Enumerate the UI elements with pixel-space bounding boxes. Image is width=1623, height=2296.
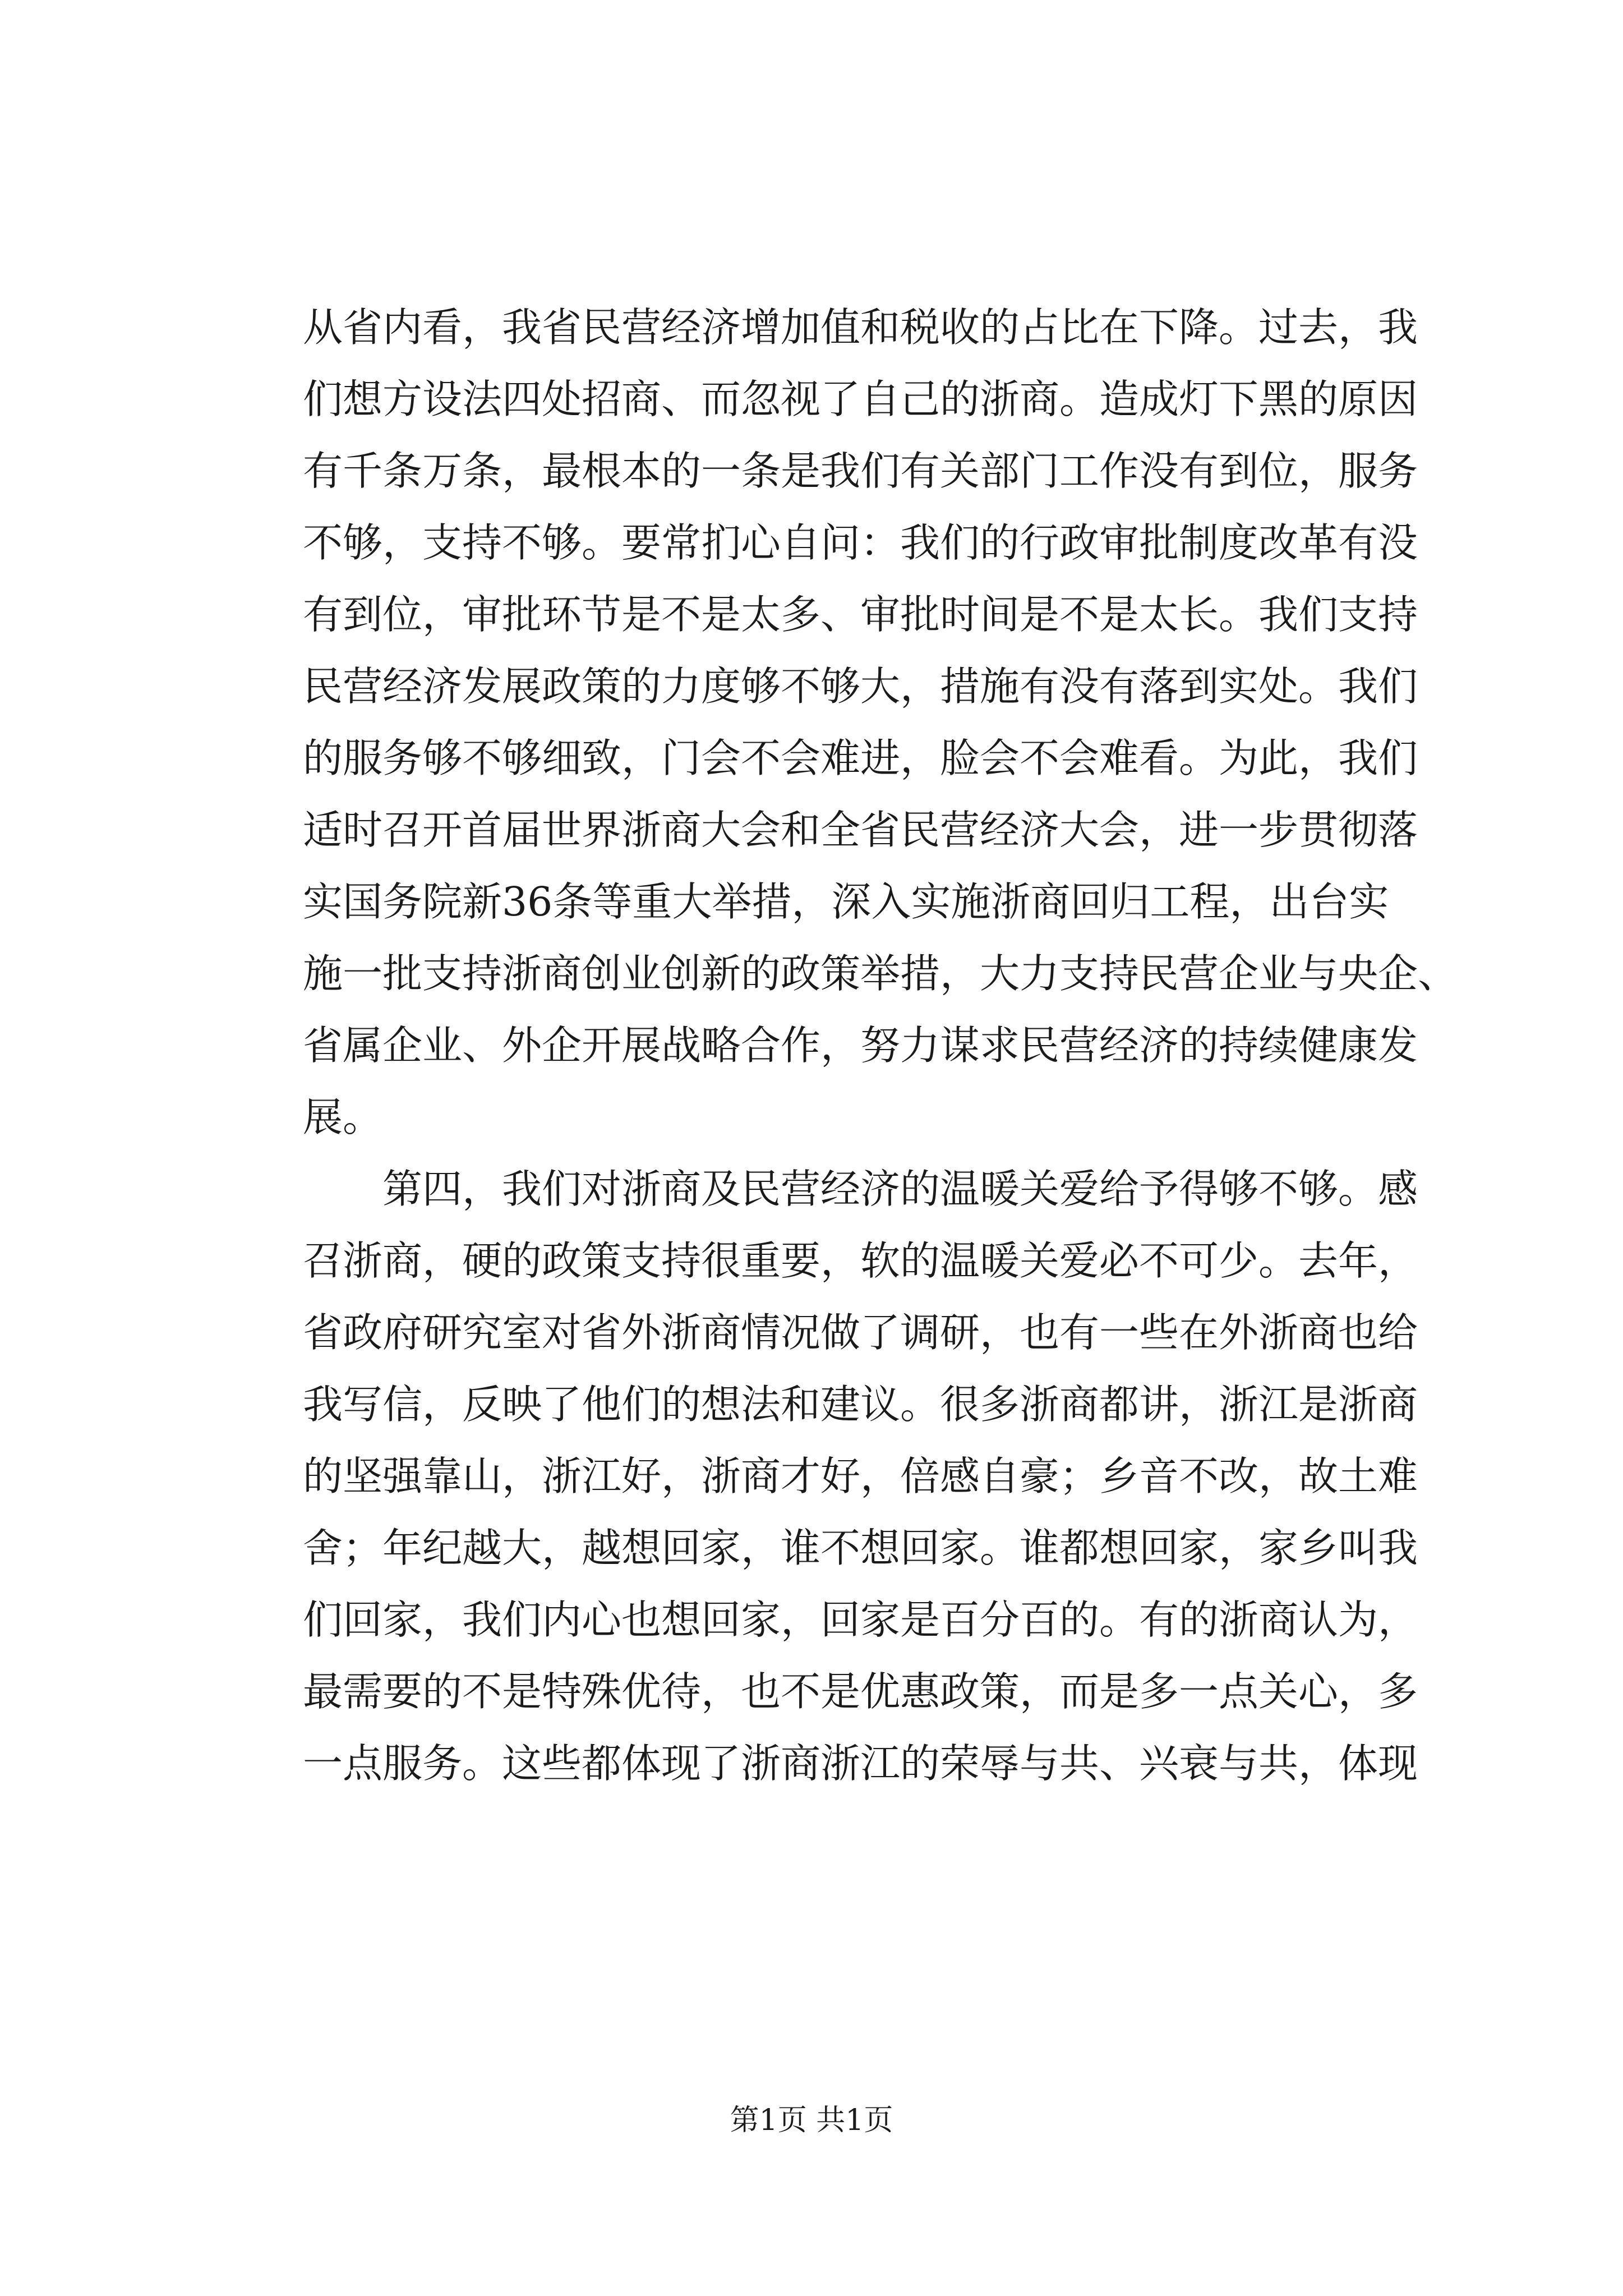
text-line: 舍；年纪越大，越想回家，谁不想回家。谁都想回家，家乡叫我	[303, 1525, 1418, 1571]
text-line: 们回家，我们内心也想回家，回家是百分百的。有的浙商认为，	[303, 1596, 1418, 1643]
text-line: 施一批支持浙商创业创新的政策举措，大力支持民营企业与央企、	[303, 950, 1458, 997]
text-line: 的坚强靠山，浙江好，浙商才好，倍感自豪；乡音不改，故土难	[303, 1453, 1418, 1499]
text-line: 省政府研究室对省外浙商情况做了调研，也有一些在外浙商也给	[303, 1309, 1418, 1356]
text-line: 最需要的不是特殊优待，也不是优惠政策，而是多一点关心，多	[303, 1668, 1418, 1715]
paragraph-first-line: 第四，我们对浙商及民营经济的温暖关爱给予得够不够。感	[382, 1166, 1418, 1212]
text-line: 一点服务。这些都体现了浙商浙江的荣辱与共、兴衰与共，体现	[303, 1740, 1418, 1787]
text-line: 有到位，审批环节是不是太多、审批时间是不是太长。我们支持	[303, 591, 1418, 638]
text-line: 召浙商，硬的政策支持很重要，软的温暖关爱必不可少。去年，	[303, 1237, 1418, 1284]
text-line: 从省内看，我省民营经济增加值和税收的占比在下降。过去，我	[303, 304, 1418, 351]
text-line: 展。	[303, 1094, 383, 1140]
text-line: 实国务院新36条等重大举措，深入实施浙商回归工程，出台实	[303, 878, 1389, 925]
text-line: 们想方设法四处招商、而忽视了自己的浙商。造成灯下黑的原因	[303, 376, 1418, 422]
text-line: 民营经济发展政策的力度够不够大，措施有没有落到实处。我们	[303, 663, 1418, 710]
text-line: 我写信，反映了他们的想法和建议。很多浙商都讲，浙江是浙商	[303, 1381, 1418, 1428]
body-text	[303, 292, 1458, 1800]
text-line: 省属企业、外企开展战略合作，努力谋求民营经济的持续健康发	[303, 1022, 1418, 1069]
text-line: 的服务够不够细致，门会不会难进，脸会不会难看。为此，我们	[303, 735, 1418, 781]
text-line: 有千条万条，最根本的一条是我们有关部门工作没有到位，服务	[303, 448, 1418, 494]
text-line: 适时召开首届世界浙商大会和全省民营经济大会，进一步贯彻落	[303, 807, 1418, 853]
text-line: 不够，支持不够。要常扪心自问：我们的行政审批制度改革有没	[303, 519, 1418, 566]
page-number-footer: 第1页 共1页	[730, 2104, 893, 2137]
